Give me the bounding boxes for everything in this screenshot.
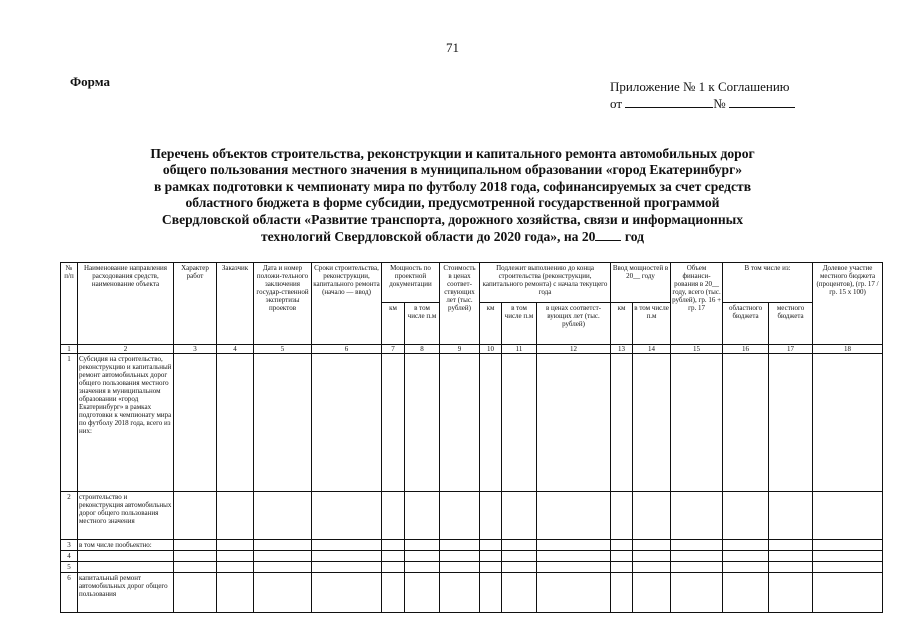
table-cell xyxy=(813,540,883,551)
column-number: 7 xyxy=(382,345,405,354)
year-blank xyxy=(595,228,621,241)
table-cell xyxy=(174,573,217,613)
table-cell xyxy=(312,562,382,573)
header-work-type: Характер работ xyxy=(174,263,217,345)
table-cell xyxy=(312,573,382,613)
table-cell xyxy=(813,573,883,613)
column-number: 3 xyxy=(174,345,217,354)
table-cell xyxy=(217,573,254,613)
table-cell xyxy=(440,492,480,540)
header-regional: областного бюджета xyxy=(723,303,769,345)
table-cell xyxy=(217,354,254,492)
header-remaining-km: км xyxy=(480,303,502,345)
table-cell xyxy=(480,573,502,613)
table-cell xyxy=(633,562,671,573)
row-name: в том числе пообъектно: xyxy=(78,540,174,551)
table-body xyxy=(61,354,883,613)
header-commission: Ввод мощностей в 20__ году xyxy=(611,263,671,303)
table-cell xyxy=(769,551,813,562)
title-line: в рамках подготовки к чемпионату мира по футболу 2018 года, софинансируемых за счет средств xyxy=(153,178,752,194)
table-cell xyxy=(671,562,723,573)
table-cell xyxy=(502,573,537,613)
table-cell xyxy=(633,551,671,562)
table-cell xyxy=(502,540,537,551)
title-line-6-end: год xyxy=(624,229,645,245)
header-capacity-km: км xyxy=(382,303,405,345)
table-cell xyxy=(405,492,440,540)
row-number: 6 xyxy=(61,573,78,613)
table-cell xyxy=(723,562,769,573)
column-number: 17 xyxy=(769,345,813,354)
header-remaining: Подлежит выполнению до конца строительства (реконструкции, капитального ремонта) с начала текущего года xyxy=(480,263,611,303)
table-cell xyxy=(382,573,405,613)
table-cell xyxy=(405,354,440,492)
header-customer: Заказчик xyxy=(217,263,254,345)
row-number: 2 xyxy=(61,492,78,540)
table-cell xyxy=(723,492,769,540)
title-line xyxy=(80,228,825,245)
header-local: местного бюджета xyxy=(769,303,813,345)
table-cell xyxy=(502,354,537,492)
table-cell xyxy=(382,551,405,562)
table-cell xyxy=(440,540,480,551)
table-cell xyxy=(382,492,405,540)
column-number: 13 xyxy=(611,345,633,354)
column-number: 16 xyxy=(723,345,769,354)
table-cell xyxy=(254,573,312,613)
number-blank xyxy=(729,95,795,108)
row-name: Субсидия на строительство, реконструкцию и капитальный ремонт автомобильных дорог общего пользования местного значения в муниципальном образовании «город Екатеринбург» в рамках подготовки к чемпионату мира по футболу 2018 года, всего из них: xyxy=(78,354,174,492)
title-line: Перечень объектов строительства, реконструкции и капитального ремонта автомобильных дорог xyxy=(150,146,755,161)
header-share: Долевое участие местного бюджета (процентов), (гр. 17 / гр. 15 х 100) xyxy=(813,263,883,345)
appendix-block xyxy=(610,79,795,112)
header-name: Наименование направления расходования средств, наименование объекта xyxy=(78,263,174,345)
appendix-title: Приложение № 1 к Соглашению xyxy=(610,79,790,94)
header-capacity-incl: в том числе п.м xyxy=(405,303,440,345)
table-cell xyxy=(440,551,480,562)
table-cell xyxy=(769,573,813,613)
table-cell xyxy=(217,540,254,551)
table-cell xyxy=(254,492,312,540)
table-cell xyxy=(611,354,633,492)
table-cell xyxy=(537,540,611,551)
table-cell xyxy=(502,562,537,573)
column-number: 5 xyxy=(254,345,312,354)
table-cell xyxy=(312,354,382,492)
column-number: 6 xyxy=(312,345,382,354)
row-number: 3 xyxy=(61,540,78,551)
row-name: капитальный ремонт автомобильных дорог общего пользования xyxy=(78,573,174,613)
title-line-6: технологий Свердловской области до 2020 года», на 20 xyxy=(260,229,596,245)
table-cell xyxy=(174,562,217,573)
table-cell xyxy=(405,573,440,613)
table-cell xyxy=(769,562,813,573)
table-cell xyxy=(254,354,312,492)
table-cell xyxy=(480,354,502,492)
title-line: Свердловской области «Развитие транспорта, дорожного хозяйства, связи и информационных xyxy=(161,211,744,227)
form-label: Форма xyxy=(70,74,110,89)
table-cell xyxy=(611,492,633,540)
header-finance: Объем финанси-рования в 20__ году, всего (тыс. рублей), гр. 16 + гр. 17 xyxy=(671,263,723,345)
table-cell xyxy=(382,540,405,551)
table-cell xyxy=(537,562,611,573)
column-number: 11 xyxy=(502,345,537,354)
column-number: 1 xyxy=(61,345,78,354)
table-cell xyxy=(723,551,769,562)
table-cell xyxy=(813,551,883,562)
table-cell xyxy=(537,354,611,492)
table-cell xyxy=(312,492,382,540)
page-number: 71 xyxy=(446,40,459,55)
column-number: 8 xyxy=(405,345,440,354)
column-number: 9 xyxy=(440,345,480,354)
header-commission-km: км xyxy=(611,303,633,345)
column-number-row xyxy=(61,345,883,354)
table-cell xyxy=(174,540,217,551)
table-row xyxy=(61,540,883,551)
appendix-date-prefix: от xyxy=(610,96,623,111)
table-cell xyxy=(633,354,671,492)
table-cell xyxy=(174,354,217,492)
table-cell xyxy=(769,354,813,492)
column-number: 18 xyxy=(813,345,883,354)
date-blank xyxy=(625,95,713,108)
table-cell xyxy=(671,573,723,613)
objects-table xyxy=(60,262,883,613)
row-name xyxy=(78,562,174,573)
document-title xyxy=(80,146,825,245)
title-line: областного бюджета в форме субсидии, предусмотренной государственной программой xyxy=(185,195,720,211)
column-number: 14 xyxy=(633,345,671,354)
table-row xyxy=(61,354,883,492)
table-cell xyxy=(254,540,312,551)
header-cost: Стоимость в ценах соответ-ствующих лет (тыс. рублей) xyxy=(440,263,480,345)
table-cell xyxy=(769,540,813,551)
table-cell xyxy=(254,562,312,573)
row-name xyxy=(78,551,174,562)
table-cell xyxy=(382,354,405,492)
table-cell xyxy=(671,354,723,492)
table-cell xyxy=(769,492,813,540)
table-cell xyxy=(405,551,440,562)
table-cell xyxy=(480,551,502,562)
table-cell xyxy=(405,562,440,573)
table-cell xyxy=(813,562,883,573)
table-cell xyxy=(633,540,671,551)
header-expertise: Дата и номер положи-тельного заключения государ-ственной экспертизы проектов xyxy=(254,263,312,345)
appendix-number-sign: № xyxy=(713,96,726,111)
header-remaining-incl: в том числе п.м xyxy=(502,303,537,345)
table-cell xyxy=(671,551,723,562)
table-cell xyxy=(633,573,671,613)
column-number: 10 xyxy=(480,345,502,354)
table-cell xyxy=(813,354,883,492)
table-cell xyxy=(723,354,769,492)
header-num: № п/п xyxy=(61,263,78,345)
table-cell xyxy=(480,540,502,551)
header-remaining-prices: в ценах соответст-вующих лет (тыс. рублей) xyxy=(537,303,611,345)
table-cell xyxy=(502,492,537,540)
table-cell xyxy=(440,562,480,573)
column-number: 4 xyxy=(217,345,254,354)
table-row xyxy=(61,492,883,540)
table-cell xyxy=(480,562,502,573)
table-cell xyxy=(174,492,217,540)
table-cell xyxy=(440,573,480,613)
title-line: общего пользования местного значения в муниципальном образовании «город Екатеринбург» xyxy=(162,162,743,178)
table-cell xyxy=(174,551,217,562)
table-cell xyxy=(723,573,769,613)
header-terms: Сроки строительства, реконструкции, капитального ремонта (начало — ввод) xyxy=(312,263,382,345)
table-cell xyxy=(611,540,633,551)
header-capacity: Мощность по проектной документации xyxy=(382,263,440,303)
table-cell xyxy=(440,354,480,492)
table-cell xyxy=(312,551,382,562)
table-row xyxy=(61,573,883,613)
row-number: 1 xyxy=(61,354,78,492)
appendix-date-line xyxy=(610,95,795,112)
table-cell xyxy=(671,492,723,540)
row-name: строительство и реконструкция автомобильных дорог общего пользования местного значения xyxy=(78,492,174,540)
table-cell xyxy=(611,573,633,613)
column-number: 15 xyxy=(671,345,723,354)
table-cell xyxy=(537,573,611,613)
header-commission-incl: в том числе п.м xyxy=(633,303,671,345)
table-cell xyxy=(254,551,312,562)
table-row xyxy=(61,562,883,573)
table-cell xyxy=(813,492,883,540)
table-cell xyxy=(382,562,405,573)
row-number: 5 xyxy=(61,562,78,573)
header-including-from: В том числе из: xyxy=(723,263,813,303)
table-cell xyxy=(480,492,502,540)
table-cell xyxy=(405,540,440,551)
table-cell xyxy=(217,551,254,562)
table-cell xyxy=(537,551,611,562)
column-number: 12 xyxy=(537,345,611,354)
table-cell xyxy=(217,562,254,573)
table-cell xyxy=(611,551,633,562)
table-cell xyxy=(671,540,723,551)
column-number: 2 xyxy=(78,345,174,354)
table-cell xyxy=(611,562,633,573)
table-cell xyxy=(723,540,769,551)
table-cell xyxy=(537,492,611,540)
table-cell xyxy=(217,492,254,540)
table-row xyxy=(61,551,883,562)
table-cell xyxy=(312,540,382,551)
row-number: 4 xyxy=(61,551,78,562)
table-cell xyxy=(502,551,537,562)
table-cell xyxy=(633,492,671,540)
